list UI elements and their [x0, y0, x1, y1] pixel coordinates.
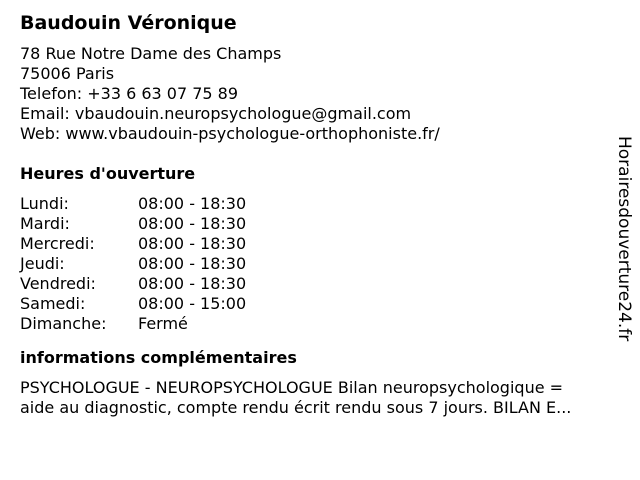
day-hours: 08:00 - 18:30: [138, 234, 247, 253]
site-watermark: Horairesdouverture24.fr: [614, 136, 634, 342]
hours-row-sunday: [20, 314, 610, 334]
day-label: Vendredi:: [20, 274, 96, 293]
day-hours: 08:00 - 18:30: [138, 194, 247, 213]
hours-row-tuesday: [20, 214, 610, 234]
day-hours: 08:00 - 18:30: [138, 214, 247, 233]
hours-row-wednesday: [20, 234, 610, 254]
day-hours: 08:00 - 18:30: [138, 274, 247, 293]
info-description-line: aide au diagnostic, compte rendu écrit rendu sous 7 jours. BILAN E...: [20, 398, 572, 417]
day-label: Lundi:: [20, 194, 69, 213]
info-description-line: PSYCHOLOGUE - NEUROPSYCHOLOGUE Bilan neuropsychologique =: [20, 378, 564, 397]
hours-row-thursday: [20, 254, 610, 274]
website-url: Web: www.vbaudouin-psychologue-orthophoniste.fr/: [20, 124, 440, 143]
hours-row-friday: [20, 274, 610, 294]
info-description: [20, 378, 630, 418]
hours-list: [20, 194, 610, 334]
address-street: 78 Rue Notre Dame des Champs: [20, 44, 282, 63]
address-city: 75006 Paris: [20, 64, 115, 83]
day-label: Samedi:: [20, 294, 86, 313]
day-label: Dimanche:: [20, 314, 107, 333]
day-hours: Fermé: [138, 314, 188, 333]
info-heading: informations complémentaires: [20, 348, 297, 367]
day-label: Mercredi:: [20, 234, 95, 253]
hours-heading: Heures d'ouverture: [20, 164, 196, 183]
hours-row-monday: [20, 194, 610, 214]
email-address: Email: vbaudouin.neuropsychologue@gmail.com: [20, 104, 412, 123]
day-hours: 08:00 - 18:30: [138, 254, 247, 273]
business-name: Baudouin Véronique: [20, 12, 237, 34]
phone-number: Telefon: +33 6 63 07 75 89: [20, 84, 239, 103]
day-hours: 08:00 - 15:00: [138, 294, 247, 313]
business-card: [20, 10, 610, 418]
hours-row-saturday: [20, 294, 610, 314]
day-label: Jeudi:: [20, 254, 65, 273]
day-label: Mardi:: [20, 214, 70, 233]
